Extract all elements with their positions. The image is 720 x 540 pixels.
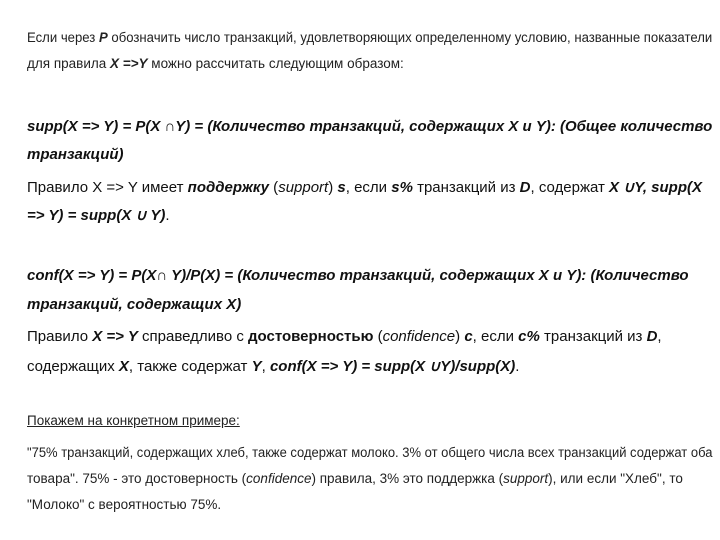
text: . [515, 358, 520, 375]
text: ) [455, 328, 465, 345]
var-c: c [464, 328, 473, 345]
term-confidence: достоверностью [248, 328, 374, 345]
text: ( [373, 328, 383, 345]
text: , если [345, 179, 392, 196]
term-en: support [503, 471, 549, 486]
text: товара". 75% - это достоверность ( [27, 471, 247, 486]
text: , содержат [530, 179, 610, 196]
example-heading: Покажем на конкретном примере: [27, 413, 240, 428]
text: Правило [27, 328, 93, 345]
term-support: поддержку [187, 179, 270, 196]
example-line-2 [27, 471, 683, 486]
example-line-1: "75% транзакций, содержащих хлеб, также содержат молоко. 3% от общего числа всех транзакций содержат оба [27, 445, 713, 460]
supp-formula-line-1: supp(X => Y) = P(X ∩Y) = (Количество транзакций, содержащих X и Y): (Общее количество [27, 118, 713, 135]
conf-formula-line-2: транзакций, содержащих X) [27, 296, 242, 313]
intro-line-1 [27, 30, 712, 45]
text: , [657, 328, 662, 345]
text: транзакций из [539, 328, 647, 345]
formula-text: => Y) = supp(X ∪ Y) [27, 207, 166, 224]
supp-formula-line-2: транзакций) [27, 146, 124, 163]
text: ( [269, 179, 279, 196]
intro-line-2 [27, 56, 404, 71]
rule-text: X => Y [92, 328, 138, 345]
text: ) правила, 3% это поддержка ( [311, 471, 504, 486]
text: Если через [27, 30, 99, 45]
conf-def-line-2 [27, 357, 519, 375]
var-s: s [337, 179, 346, 196]
term-en: confidence [246, 471, 312, 486]
var-x: X [118, 358, 129, 375]
rule-text: X =>Y [110, 56, 148, 71]
text: , если [472, 328, 519, 345]
text: , [261, 358, 270, 375]
term-en: support [278, 179, 329, 196]
var-p: P [98, 30, 108, 45]
var-y: Y [251, 358, 262, 375]
text: можно рассчитать следующим образом: [147, 56, 404, 71]
text: ) [328, 179, 338, 196]
text: транзакций из [412, 179, 520, 196]
supp-def-line-1 [27, 178, 702, 196]
text: обозначить число транзакций, удовлетворяющих определенному условию, названные показатели [107, 30, 713, 45]
supp-def-line-2 [27, 206, 170, 224]
conf-formula-line-1: conf(X => Y) = P(X∩ Y)/P(X) = (Количество транзакций, содержащих X и Y): (Количество [27, 267, 689, 284]
term-en: confidence [382, 328, 456, 345]
text: . [165, 207, 170, 224]
var-pct: c% [518, 328, 540, 345]
text: Правило X => Y имеет [27, 179, 188, 196]
text: содержащих [27, 358, 119, 375]
text: ), или если "Хлеб", то [548, 471, 683, 486]
example-line-3: "Молоко" с вероятностью 75%. [27, 497, 222, 512]
var-d: D [646, 328, 658, 345]
formula-text: conf(X => Y) = supp(X ∪Y)/supp(X) [269, 358, 516, 375]
formula-text: X ∪Y, supp(X [609, 179, 702, 196]
var-pct: s% [391, 179, 413, 196]
var-d: D [519, 179, 531, 196]
text: , также содержат [128, 358, 252, 375]
text: справедливо с [137, 328, 248, 345]
text: для правила [27, 56, 110, 71]
conf-def-line-1 [27, 328, 662, 345]
